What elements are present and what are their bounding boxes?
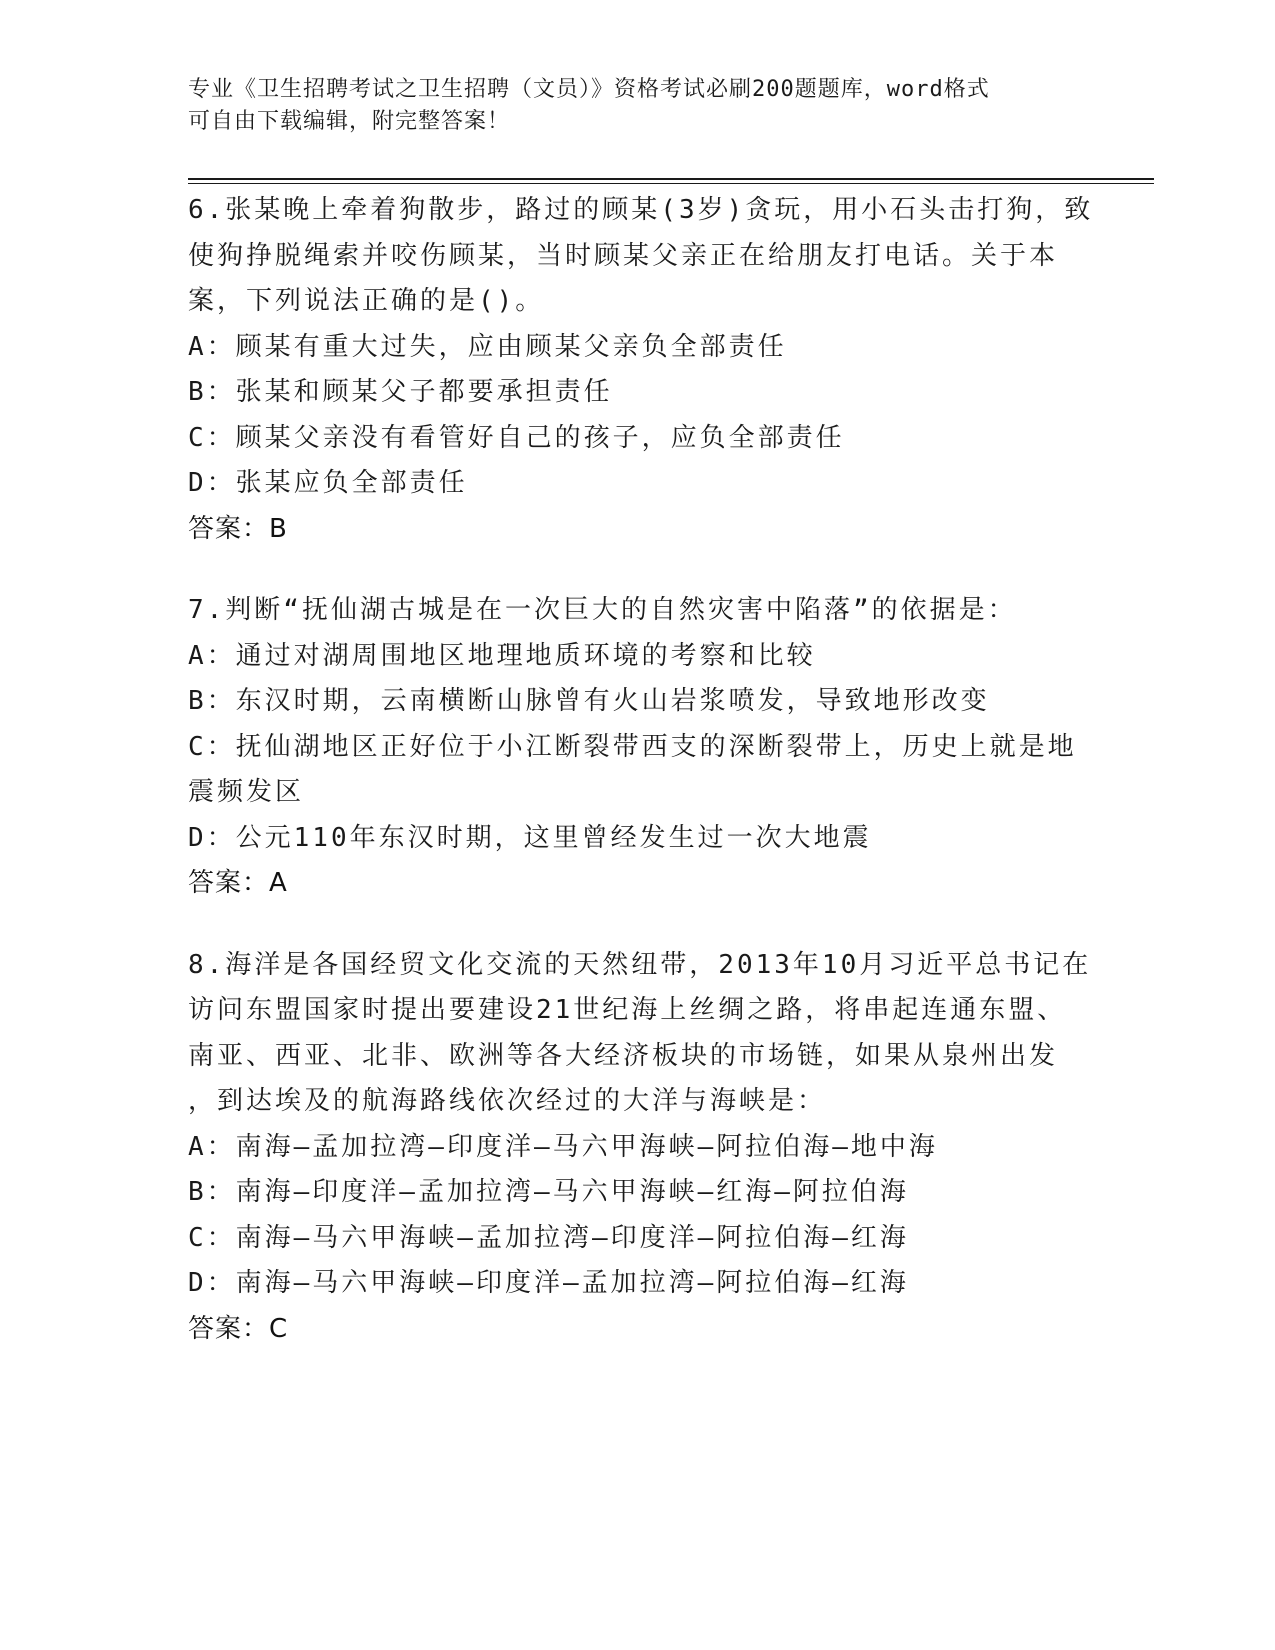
answer-label: 答案：A: [188, 868, 288, 898]
answer-label: 答案：B: [188, 513, 288, 544]
question-stem-line: 南亚、西亚、北非、欧洲等各大经济板块的市场链，如果从泉州出发: [188, 1040, 1059, 1071]
option-b: B：东汉时期，云南横断山脉曾有火山岩浆喷发，导致地形改变: [188, 686, 990, 716]
header-divider-thick: [188, 178, 1154, 180]
option-d: D：张某应负全部责任: [188, 468, 468, 498]
question-stem-line: 访问东盟国家时提出要建设21世纪海上丝绸之路，将串起连通东盟、: [188, 995, 1067, 1025]
option-a: A：通过对湖周围地区地理地质环境的考察和比较: [188, 640, 816, 671]
question-6: [188, 188, 1094, 552]
header-line: 专业《卫生招聘考试之卫生招聘（文员）》资格考试必刷200题题库，word格式: [188, 77, 990, 102]
question-7: [188, 588, 1088, 907]
option-c: C：南海—马六甲海峡—孟加拉湾—印度洋—阿拉伯海—红海: [188, 1222, 909, 1253]
option-d: D：公元110年东汉时期，这里曾经发生过一次大地震: [188, 822, 872, 853]
question-stem-line: ，到达埃及的航海路线依次经过的大洋与海峡是：: [188, 1086, 827, 1116]
option-c: C：抚仙湖地区正好位于小江断裂带西支的深断裂带上，历史上就是地: [188, 731, 1077, 762]
option-a: A：南海—孟加拉湾—印度洋—马六甲海峡—阿拉伯海—地中海: [188, 1131, 938, 1162]
header-line: 可自由下载编辑，附完整答案！: [188, 109, 511, 134]
header-divider-thin: [188, 183, 1154, 184]
question-list: [188, 188, 1094, 1388]
option-b: B：张某和顾某父子都要承担责任: [188, 377, 613, 407]
question-stem-line: 7.判断“抚仙湖古城是在一次巨大的自然灾害中陷落”的依据是：: [188, 595, 1017, 625]
option-c-continued: 震频发区: [188, 777, 305, 807]
question-stem-line: 6.张某晚上牵着狗散步，路过的顾某(3岁)贪玩，用小石头击打狗，致: [188, 195, 1094, 225]
question-8: [188, 943, 1092, 1353]
document-header: [188, 74, 1068, 138]
answer-label: 答案：C: [188, 1313, 289, 1344]
option-d: D：南海—马六甲海峡—印度洋—孟加拉湾—阿拉伯海—红海: [188, 1268, 909, 1298]
question-stem-line: 8.海洋是各国经贸文化交流的天然纽带，2013年10月习近平总书记在: [188, 949, 1092, 980]
question-stem-line: 使狗挣脱绳索并咬伤顾某，当时顾某父亲正在给朋友打电话。关于本: [188, 240, 1059, 271]
option-c: C：顾某父亲没有看管好自己的孩子，应负全部责任: [188, 422, 845, 453]
option-b: B：南海—印度洋—孟加拉湾—马六甲海峡—红海—阿拉伯海: [188, 1177, 909, 1207]
question-stem-line: 案，下列说法正确的是()。: [188, 286, 545, 316]
option-a: A：顾某有重大过失，应由顾某父亲负全部责任: [188, 331, 787, 362]
